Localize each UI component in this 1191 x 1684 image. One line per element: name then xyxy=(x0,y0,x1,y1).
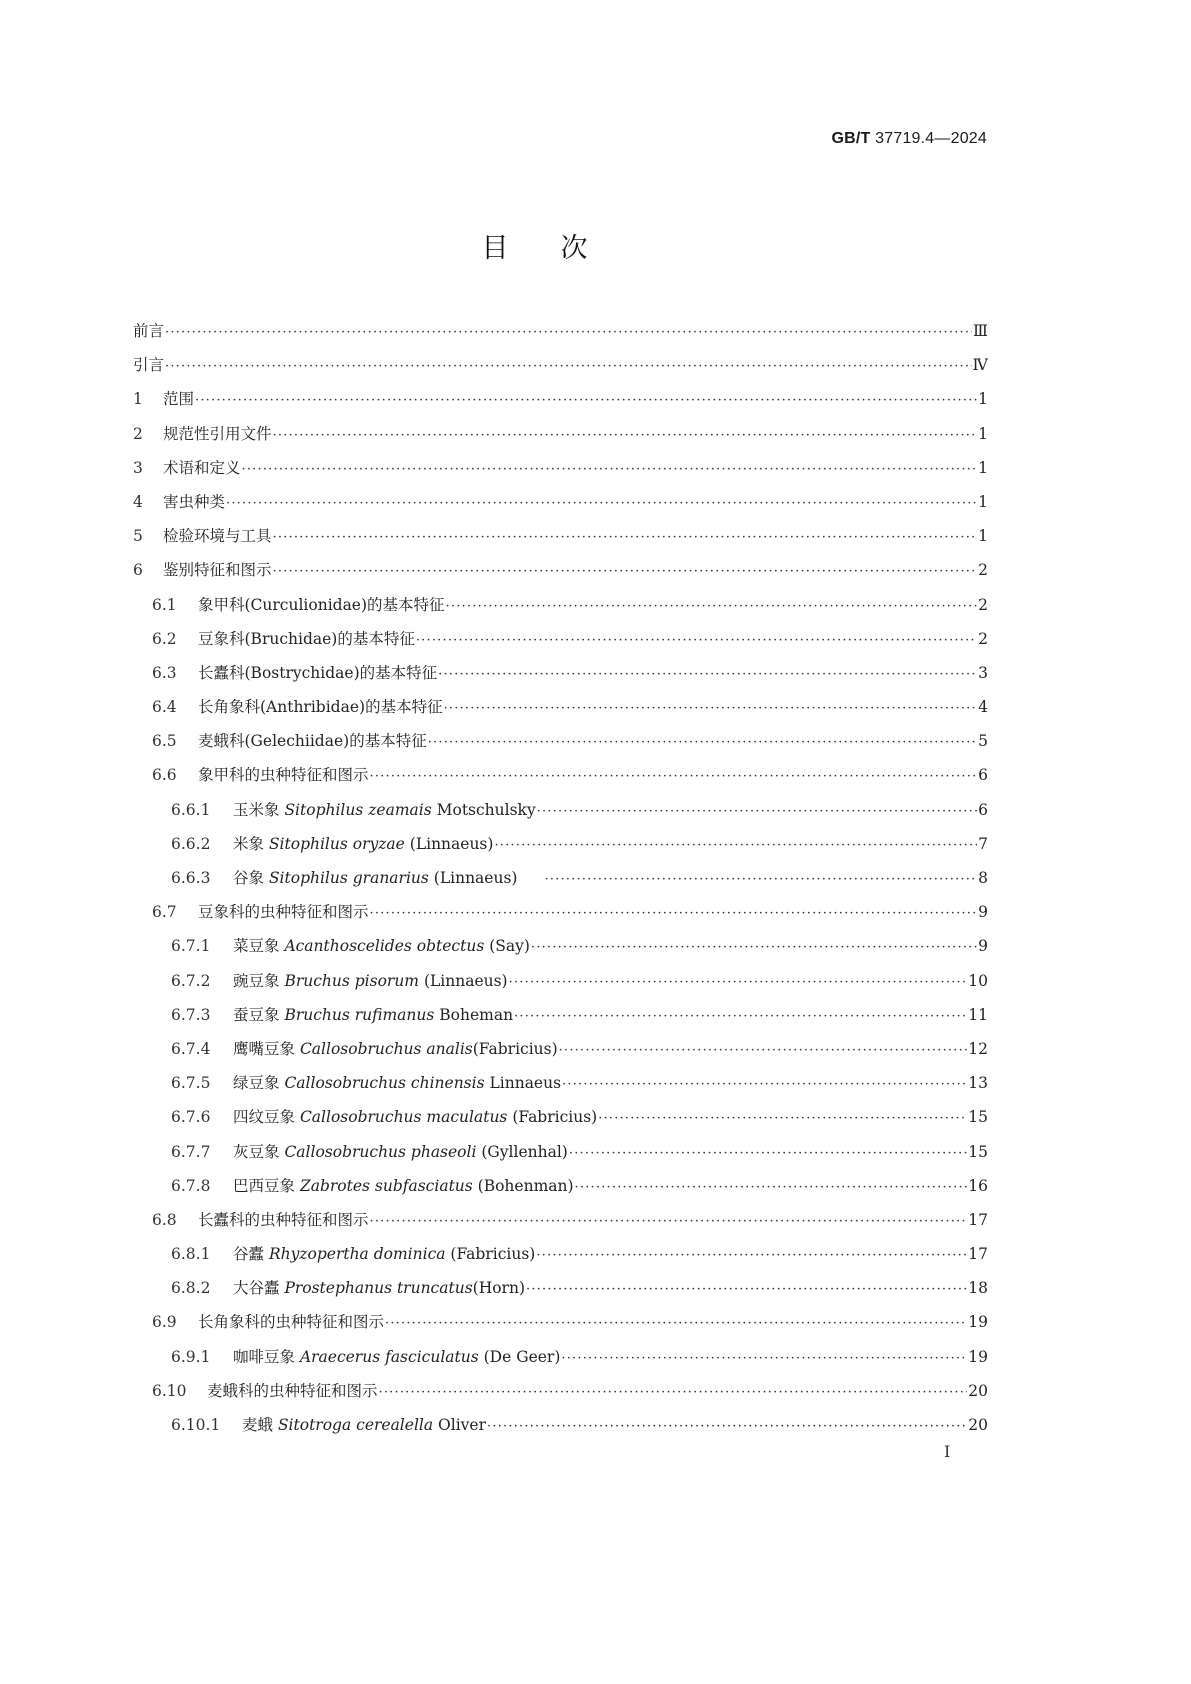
toc-page-number: 20 xyxy=(968,1416,988,1434)
toc-entry-6[interactable] xyxy=(133,553,988,587)
toc-label: 长角象科的虫种特征和图示 xyxy=(198,1313,385,1332)
toc-entry-6-7-1[interactable] xyxy=(133,929,988,963)
common-name: 豌豆象 xyxy=(233,971,285,990)
toc-number: 6.6.2 xyxy=(171,834,211,853)
toc-entry-6-7[interactable] xyxy=(133,895,988,929)
toc-page-number: 2 xyxy=(978,595,988,614)
dot-leader xyxy=(487,1410,967,1442)
author-name: (Fabricius) xyxy=(445,1245,536,1264)
toc-page-number: 17 xyxy=(968,1245,988,1264)
dot-leader xyxy=(561,1342,967,1374)
toc-label xyxy=(233,1271,525,1305)
toc-page-number: 1 xyxy=(978,424,988,443)
dot-leader xyxy=(195,384,977,416)
toc-page-number: 1 xyxy=(978,458,988,477)
dot-leader xyxy=(509,966,968,998)
toc-number: 6 xyxy=(133,561,143,580)
common-name: 四纹豆象 xyxy=(233,1108,300,1127)
common-name: 巴西豆象 xyxy=(233,1176,300,1195)
toc-entry-6-9[interactable] xyxy=(133,1305,988,1339)
toc-page-number: 9 xyxy=(978,903,988,922)
scientific-name: Bruchus rufimanus xyxy=(284,1005,435,1024)
toc-label: 象甲科(Curculionidae)的基本特征 xyxy=(198,595,445,614)
toc-page-number: 4 xyxy=(978,698,988,717)
dot-leader xyxy=(526,1273,967,1305)
toc-entry-foreword[interactable] xyxy=(133,314,988,348)
common-name: 米象 xyxy=(233,834,269,853)
dot-leader xyxy=(438,658,977,690)
toc-number: 3 xyxy=(133,458,143,477)
toc-label: 前言 xyxy=(133,322,165,340)
dot-leader xyxy=(165,350,971,382)
toc-page-number: 1 xyxy=(978,527,988,546)
scientific-name: Sitotroga cerealella xyxy=(277,1416,434,1434)
toc-number: 6.9.1 xyxy=(171,1347,211,1366)
scientific-name: Callosobruchus chinensis xyxy=(284,1074,485,1093)
table-of-contents xyxy=(133,314,988,1442)
toc-label xyxy=(233,1100,597,1134)
page-folio: I xyxy=(944,1442,951,1461)
toc-label xyxy=(233,1032,558,1066)
toc-label: 长蠹科的虫种特征和图示 xyxy=(198,1210,369,1229)
toc-number: 6.3 xyxy=(152,663,177,682)
toc-number: 6.7.5 xyxy=(171,1074,211,1093)
toc-entry-6-10[interactable] xyxy=(133,1374,988,1408)
toc-label: 范围 xyxy=(163,390,195,409)
toc-entry-6-7-8[interactable] xyxy=(133,1169,988,1203)
standard-prefix: GB/T xyxy=(831,130,871,147)
toc-page-number: 13 xyxy=(968,1074,988,1093)
toc-entry-6-7-6[interactable] xyxy=(133,1100,988,1134)
toc-label xyxy=(233,793,536,827)
toc-label: 长角象科(Anthribidae)的基本特征 xyxy=(198,698,443,717)
common-name: 蚕豆象 xyxy=(233,1005,285,1024)
dot-leader xyxy=(165,316,972,348)
author-name: (Linnaeus) xyxy=(428,869,518,887)
dot-leader xyxy=(370,760,978,792)
dot-leader xyxy=(370,897,978,929)
dot-leader xyxy=(273,555,978,587)
dot-leader xyxy=(416,624,977,656)
toc-entry-6-8[interactable] xyxy=(133,1203,988,1237)
toc-page-number: 3 xyxy=(978,663,988,682)
scientific-name: Callosobruchus phaseoli xyxy=(284,1142,477,1161)
toc-label xyxy=(233,1169,574,1203)
toc-entry-6-6-2[interactable] xyxy=(133,827,988,861)
toc-entry-6-6-3[interactable] xyxy=(133,861,988,895)
toc-number: 5 xyxy=(133,527,143,546)
scientific-name: Callosobruchus maculatus xyxy=(299,1108,508,1127)
toc-entry-6-6[interactable] xyxy=(133,758,988,792)
common-name: 咖啡豆象 xyxy=(233,1347,300,1366)
toc-page-number: 1 xyxy=(978,390,988,409)
toc-page-number: 18 xyxy=(968,1279,988,1298)
toc-entry-6-6-1[interactable] xyxy=(133,793,988,827)
toc-label: 检验环境与工具 xyxy=(163,527,272,546)
dot-leader xyxy=(544,863,977,895)
author-name: Oliver xyxy=(433,1416,486,1434)
toc-number: 6.4 xyxy=(152,698,177,717)
toc-number: 6.7.7 xyxy=(171,1142,211,1161)
toc-number: 1 xyxy=(133,390,143,409)
toc-entry-6-8-1[interactable] xyxy=(133,1237,988,1271)
common-name: 大谷蠹 xyxy=(233,1279,285,1298)
toc-label xyxy=(233,1066,561,1100)
toc-page-number: 19 xyxy=(968,1347,988,1366)
toc-entry-3[interactable] xyxy=(133,451,988,485)
toc-entry-6-3[interactable] xyxy=(133,656,988,690)
scientific-name: Acanthoscelides obtectus xyxy=(284,937,485,956)
toc-page-number: 15 xyxy=(968,1108,988,1127)
author-name: (Bohenman) xyxy=(472,1176,574,1195)
dot-leader xyxy=(562,1068,967,1100)
toc-entry-6-9-1[interactable] xyxy=(133,1340,988,1374)
scientific-name: Rhyzopertha dominica xyxy=(268,1245,446,1264)
dot-leader xyxy=(494,829,977,861)
common-name: 绿豆象 xyxy=(233,1074,285,1093)
author-name: (Horn) xyxy=(472,1279,525,1298)
scientific-name: Callosobruchus analis xyxy=(299,1039,473,1058)
dot-leader xyxy=(242,453,978,485)
toc-number: 6.5 xyxy=(152,732,177,751)
toc-entry-6-7-7[interactable] xyxy=(133,1135,988,1169)
dot-leader xyxy=(536,1239,967,1271)
dot-leader xyxy=(559,1034,968,1066)
toc-number: 6.6 xyxy=(152,766,177,785)
toc-number: 6.7.1 xyxy=(171,937,211,956)
common-name: 菜豆象 xyxy=(233,937,285,956)
toc-number: 6.7.4 xyxy=(171,1039,211,1058)
toc-label: 规范性引用文件 xyxy=(163,424,272,443)
toc-number: 6.7.6 xyxy=(171,1108,211,1127)
toc-label: 鉴别特征和图示 xyxy=(163,561,272,580)
toc-entry-6-7-3[interactable] xyxy=(133,998,988,1032)
toc-number: 6.8.2 xyxy=(171,1279,211,1298)
toc-number: 6.6.1 xyxy=(171,800,211,819)
dot-leader xyxy=(273,521,978,553)
toc-page-number: 2 xyxy=(978,561,988,580)
author-name: (Gyllenhal) xyxy=(476,1142,568,1161)
common-name: 灰豆象 xyxy=(233,1142,285,1161)
scientific-name: Bruchus pisorum xyxy=(284,971,420,990)
dot-leader xyxy=(444,692,978,724)
scientific-name: Sitophilus zeamais xyxy=(284,800,432,819)
toc-entry-6-8-2[interactable] xyxy=(133,1271,988,1305)
dot-leader xyxy=(575,1171,968,1203)
dot-leader xyxy=(428,726,977,758)
toc-page-number: 5 xyxy=(978,732,988,751)
author-name: (Fabricius) xyxy=(472,1039,558,1058)
toc-number: 6.7.3 xyxy=(171,1005,211,1024)
toc-entry-5[interactable] xyxy=(133,519,988,553)
toc-label xyxy=(233,1340,560,1374)
toc-page-number: 12 xyxy=(968,1039,988,1058)
standard-number xyxy=(831,130,987,148)
author-name: (De Geer) xyxy=(478,1347,561,1366)
toc-label xyxy=(233,929,530,963)
toc-label: 麦蛾科(Gelechiidae)的基本特征 xyxy=(198,732,427,751)
toc-page-number: 20 xyxy=(968,1381,988,1400)
scientific-name: Sitophilus oryzae xyxy=(268,834,405,853)
dot-leader xyxy=(226,487,977,519)
dot-leader xyxy=(514,1000,967,1032)
dot-leader xyxy=(385,1307,967,1339)
toc-page-number: Ⅲ xyxy=(973,322,988,340)
toc-entry-6-1[interactable] xyxy=(133,588,988,622)
toc-number: 2 xyxy=(133,424,143,443)
toc-label: 害虫种类 xyxy=(163,492,226,511)
toc-entry-2[interactable] xyxy=(133,417,988,451)
toc-entry-6-7-2[interactable] xyxy=(133,964,988,998)
dot-leader xyxy=(598,1102,967,1134)
toc-entry-6-4[interactable] xyxy=(133,690,988,724)
toc-label xyxy=(233,998,513,1032)
author-name: Motschulsky xyxy=(431,800,536,819)
toc-number: 6.10 xyxy=(152,1381,187,1400)
toc-number: 6.9 xyxy=(152,1313,177,1332)
author-name: (Fabricius) xyxy=(507,1108,598,1127)
author-name: (Linnaeus) xyxy=(419,971,508,990)
toc-entry-6-7-4[interactable] xyxy=(133,1032,988,1066)
toc-number: 6.6.3 xyxy=(171,869,211,887)
page-title: 目次 xyxy=(481,233,640,264)
toc-label: 麦蛾科的虫种特征和图示 xyxy=(207,1381,378,1400)
toc-page-number: 6 xyxy=(978,766,988,785)
common-name: 谷蠹 xyxy=(233,1245,269,1264)
scientific-name: Prostephanus truncatus xyxy=(284,1279,473,1298)
common-name: 鹰嘴豆象 xyxy=(233,1039,300,1058)
toc-label xyxy=(242,1408,486,1442)
common-name: 谷象 xyxy=(233,869,269,887)
toc-number: 6.10.1 xyxy=(171,1416,221,1434)
toc-number: 6.7 xyxy=(152,903,177,922)
toc-number: 6.2 xyxy=(152,629,177,648)
toc-label: 长蠹科(Bostrychidae)的基本特征 xyxy=(198,663,438,682)
toc-entry-6-2[interactable] xyxy=(133,622,988,656)
dot-leader xyxy=(446,590,978,622)
toc-entry-6-10-1[interactable] xyxy=(133,1408,988,1442)
author-name: Linnaeus xyxy=(484,1074,562,1093)
toc-number: 6.1 xyxy=(152,595,177,614)
toc-page-number: 6 xyxy=(978,800,988,819)
toc-label xyxy=(233,861,517,895)
toc-page-number: 7 xyxy=(978,834,988,853)
toc-number: 4 xyxy=(133,492,143,511)
toc-entry-6-5[interactable] xyxy=(133,724,988,758)
author-name: Boheman xyxy=(434,1005,514,1024)
toc-page-number: 17 xyxy=(968,1210,988,1229)
toc-page-number: 19 xyxy=(968,1313,988,1332)
common-name: 麦蛾 xyxy=(242,1416,278,1434)
toc-page-number: 16 xyxy=(968,1176,988,1195)
toc-page-number: 11 xyxy=(968,1005,988,1024)
author-name: (Say) xyxy=(484,937,530,956)
toc-entry-1[interactable] xyxy=(133,382,988,416)
toc-entry-introduction[interactable] xyxy=(133,348,988,382)
scientific-name: Sitophilus granarius xyxy=(268,869,429,887)
toc-page-number: 8 xyxy=(978,869,988,887)
toc-label: 豆象科(Bruchidae)的基本特征 xyxy=(198,629,415,648)
standard-code: 37719.4—2024 xyxy=(870,130,987,147)
dot-leader xyxy=(537,795,977,827)
toc-label xyxy=(233,1135,568,1169)
toc-page-number: 9 xyxy=(978,937,988,956)
toc-label: 豆象科的虫种特征和图示 xyxy=(198,903,369,922)
toc-label xyxy=(233,964,508,998)
toc-page-number: 15 xyxy=(968,1142,988,1161)
toc-page-number: 1 xyxy=(978,492,988,511)
toc-label xyxy=(233,827,493,861)
toc-label: 引言 xyxy=(133,356,165,375)
toc-page-number: 10 xyxy=(968,971,988,990)
common-name: 玉米象 xyxy=(233,800,285,819)
toc-page-number: Ⅳ xyxy=(972,356,988,375)
toc-number: 6.7.8 xyxy=(171,1176,211,1195)
toc-number: 6.8 xyxy=(152,1210,177,1229)
toc-number: 6.8.1 xyxy=(171,1245,211,1264)
dot-leader xyxy=(531,931,977,963)
toc-entry-4[interactable] xyxy=(133,485,988,519)
toc-label: 术语和定义 xyxy=(163,458,241,477)
dot-leader xyxy=(370,1205,968,1237)
toc-number: 6.7.2 xyxy=(171,971,211,990)
scientific-name: Zabrotes subfasciatus xyxy=(299,1176,473,1195)
toc-entry-6-7-5[interactable] xyxy=(133,1066,988,1100)
dot-leader xyxy=(273,419,978,451)
author-name: (Linnaeus) xyxy=(404,834,494,853)
dot-leader xyxy=(379,1376,968,1408)
toc-label: 象甲科的虫种特征和图示 xyxy=(198,766,369,785)
toc-label xyxy=(233,1237,535,1271)
toc-page-number: 2 xyxy=(978,629,988,648)
scientific-name: Araecerus fasciculatus xyxy=(299,1347,479,1366)
dot-leader xyxy=(569,1137,967,1169)
